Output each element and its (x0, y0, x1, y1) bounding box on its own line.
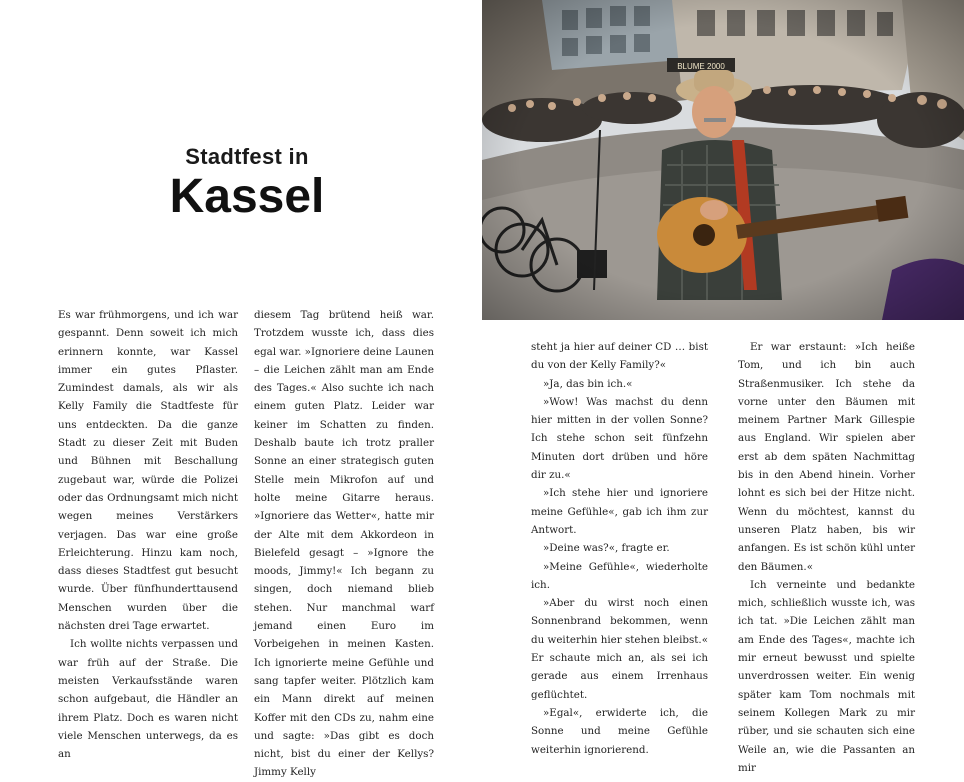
title-line-1: Stadtfest in (185, 144, 309, 169)
paragraph: Ich wollte nichts verpassen und war früh auf der Straße. Die meisten Verkaufsstände waren schon aufgebaut, die Händler an ihrem Platz. Doch es waren nicht viele Menschen unterwegs, da es an (58, 638, 238, 761)
paragraph: »Wow! Was machst du denn hier mitten in der vollen Sonne? Ich stehe schon seit fünfzehn Minuten dort drüben und höre dir zu.« (531, 395, 708, 482)
text-column-4 (738, 338, 915, 777)
right-page (482, 0, 964, 774)
paragraph: »Aber du wirst noch einen Sonnenbrand bekommen, wenn du weiterhin hier stehen bleibst.« Er schaute mich an, als sei ich gerade aus einem Irrenhaus geflüchtet. (531, 597, 708, 701)
paragraph: »Meine Gefühle«, wiederholte ich. (531, 560, 708, 591)
paragraph: Ich verneinte und bedankte mich, schließlich wusste ich, was ich tat. »Die Leichen zählt man am Ende des Tages«, machte ich mir erneut bewusst und spielte unverdrossen weiter. Ein wenig später kam Tom nochmals mit seinem Kollegen Mark zu mir rüber, und sie schauten sich eine Weile an, wie die Passanten an mir (738, 578, 915, 774)
left-page (0, 0, 482, 779)
text-column-1 (58, 306, 238, 763)
title-line-2: Kassel (169, 170, 325, 223)
paragraph: steht ja hier auf deiner CD … bist du von der Kelly Family?« (531, 341, 708, 372)
text-column-3 (531, 338, 708, 759)
chapter-title (0, 144, 482, 222)
paragraph: »Deine was?«, fragte er. (543, 542, 670, 555)
paragraph: »Egal«, erwiderte ich, die Sonne und meine Gefühle weiterhin ignorierend. (531, 706, 708, 756)
paragraph: Es war frühmorgens, und ich war gespannt. Denn soweit ich mich erinnern konnte, war Kassel immer ein gutes Pflaster. Zumindest damals, als wir als Kelly Family die Stadtfeste für uns entdeckten. Da die ganze Stadt zu dieser Zeit mit Buden und Bühnen mit Beschallung zugebaut war, würde die Polizei oder das Ordnungsamt mich nicht wegen meines Verstärkers verjagen. Das war eine große Erleichterung. Hinzu kam noch, dass dieses Stadtfest gut besucht wurde. Über fünfhunderttausend Menschen wurden über die nächsten drei Tage erwartet. (58, 309, 238, 633)
street-musician-photo (482, 0, 964, 320)
paragraph: »Ja, das bin ich.« (543, 377, 633, 390)
text-column-2 (254, 306, 434, 782)
paragraph: Er war erstaunt: »Ich heiße Tom, und ich bin auch Straßenmusiker. Ich stehe da vorne unter den Bäumen mit meinem Partner Mark Gillespie aus England. Wir spielen aber erst ab dem späten Nachmittag bis in den Abend hinein. Vorher lohnt es sich bei der Hitze nicht. Wenn du möchtest, kannst du unseren Platz haben, bis wir anfangen. Es ist schön kühl unter den Bäumen.« (738, 341, 915, 573)
photo-illustration (482, 0, 964, 320)
paragraph: diesem Tag brütend heiß war. Trotzdem wusste ich, dass dies egal war. »Ignoriere deine Launen – die Leichen zählt man am Ende des Tages.« Also suchte ich nach einem guten Platz. Leider war keiner im Schatten zu finden. Deshalb baute ich trotz praller Sonne an einer strategisch guten Stelle mein Mikrofon auf und holte meine Gitarre heraus. »Ignoriere das Wetter«, hatte mir der Alte mit dem Akkordeon in Bielefeld gesagt – »Ignore the moods, Jimmy!« Ich begann zu singen, doch niemand blieb stehen. Nur manchmal warf jemand einen Euro im Vorbeigehen in meinen Kasten. Ich ignorierte meine Gefühle und sang tapfer weiter. Plötzlich kam ein Mann direkt auf meinen Koffer mit den CDs zu, nahm eine und sagte: »Das gibt es doch nicht, bist du einer der Kellys? Jimmy Kelly (254, 309, 435, 779)
paragraph: »Ich stehe hier und ignoriere meine Gefühle«, gab ich ihm zur Antwort. (531, 487, 708, 536)
